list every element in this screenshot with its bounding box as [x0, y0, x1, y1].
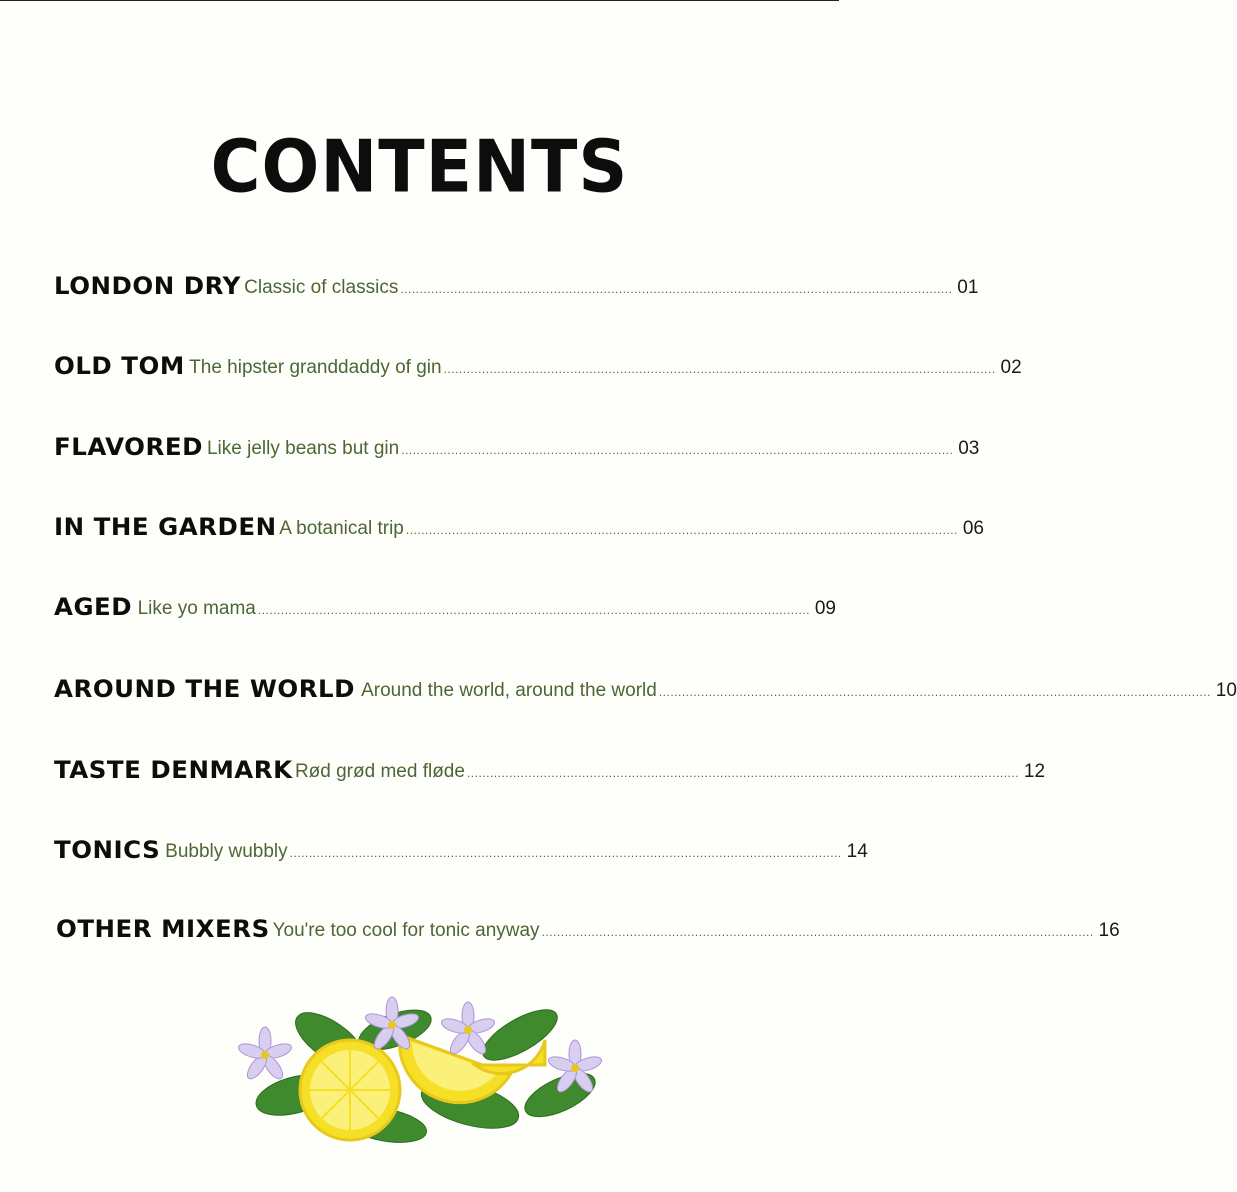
entry-description: Rød grød med fløde	[294, 761, 465, 782]
toc-entry-taste-denmark[interactable]	[54, 750, 1046, 784]
lemon-flower-illustration	[220, 990, 620, 1160]
dot-leader: ................................................................................................................................................	[658, 685, 1211, 699]
toc-entry-around-the-world[interactable]	[54, 669, 1237, 703]
entry-page: 16	[1098, 920, 1120, 941]
entry-description: Around the world, around the world	[361, 680, 657, 701]
entry-description: Like jelly beans but gin	[206, 438, 400, 459]
entry-name: AROUND THE WORLD	[54, 675, 355, 703]
dot-leader: ................................................................................................................................................	[289, 846, 842, 860]
entry-page: 01	[957, 277, 979, 298]
entry-page: 14	[846, 841, 868, 862]
top-rule	[0, 0, 839, 1]
toc-entry-tonics[interactable]	[54, 830, 868, 864]
toc-entry-old-tom[interactable]	[54, 346, 1022, 380]
entry-description: Like yo mama	[137, 598, 256, 619]
entry-name: OLD TOM	[54, 352, 185, 380]
entry-page: 09	[814, 598, 836, 619]
entry-name: FLAVORED	[54, 433, 203, 461]
toc-entry-in-the-garden[interactable]	[54, 507, 984, 541]
dot-leader: ................................................................................................................................................	[257, 603, 810, 617]
toc-entry-flavored[interactable]	[54, 427, 980, 461]
entry-description: A botanical trip	[279, 518, 404, 539]
entry-description: The hipster granddaddy of gin	[189, 357, 442, 378]
dot-leader: ................................................................................................................................................	[400, 282, 953, 296]
entry-page: 06	[962, 518, 984, 539]
toc-entry-other-mixers[interactable]	[56, 909, 1120, 943]
toc-entry-london-dry[interactable]	[54, 266, 979, 300]
page-title: CONTENTS	[210, 125, 629, 210]
dot-leader: ................................................................................................................................................	[401, 443, 954, 457]
entry-name: TASTE DENMARK	[54, 756, 293, 784]
dot-leader: ................................................................................................................................................	[541, 925, 1094, 939]
entry-name: AGED	[54, 593, 133, 621]
entry-page: 03	[958, 438, 980, 459]
entry-name: TONICS	[54, 836, 161, 864]
dot-leader: ................................................................................................................................................	[443, 362, 996, 376]
entry-page: 10	[1215, 680, 1237, 701]
toc-entry-aged[interactable]	[54, 587, 836, 621]
dot-leader: ................................................................................................................................................	[466, 766, 1020, 780]
entry-page: 02	[1000, 357, 1022, 378]
dot-leader: ................................................................................................................................................	[405, 523, 958, 537]
entry-description: Classic of classics	[244, 277, 399, 298]
entry-name: OTHER MIXERS	[56, 915, 270, 943]
entry-name: LONDON DRY	[54, 272, 241, 300]
entry-description: Bubbly wubbly	[165, 841, 288, 862]
entry-page: 12	[1023, 761, 1046, 782]
entry-name: IN THE GARDEN	[54, 513, 277, 541]
entry-description: You're too cool for tonic anyway	[272, 920, 540, 941]
